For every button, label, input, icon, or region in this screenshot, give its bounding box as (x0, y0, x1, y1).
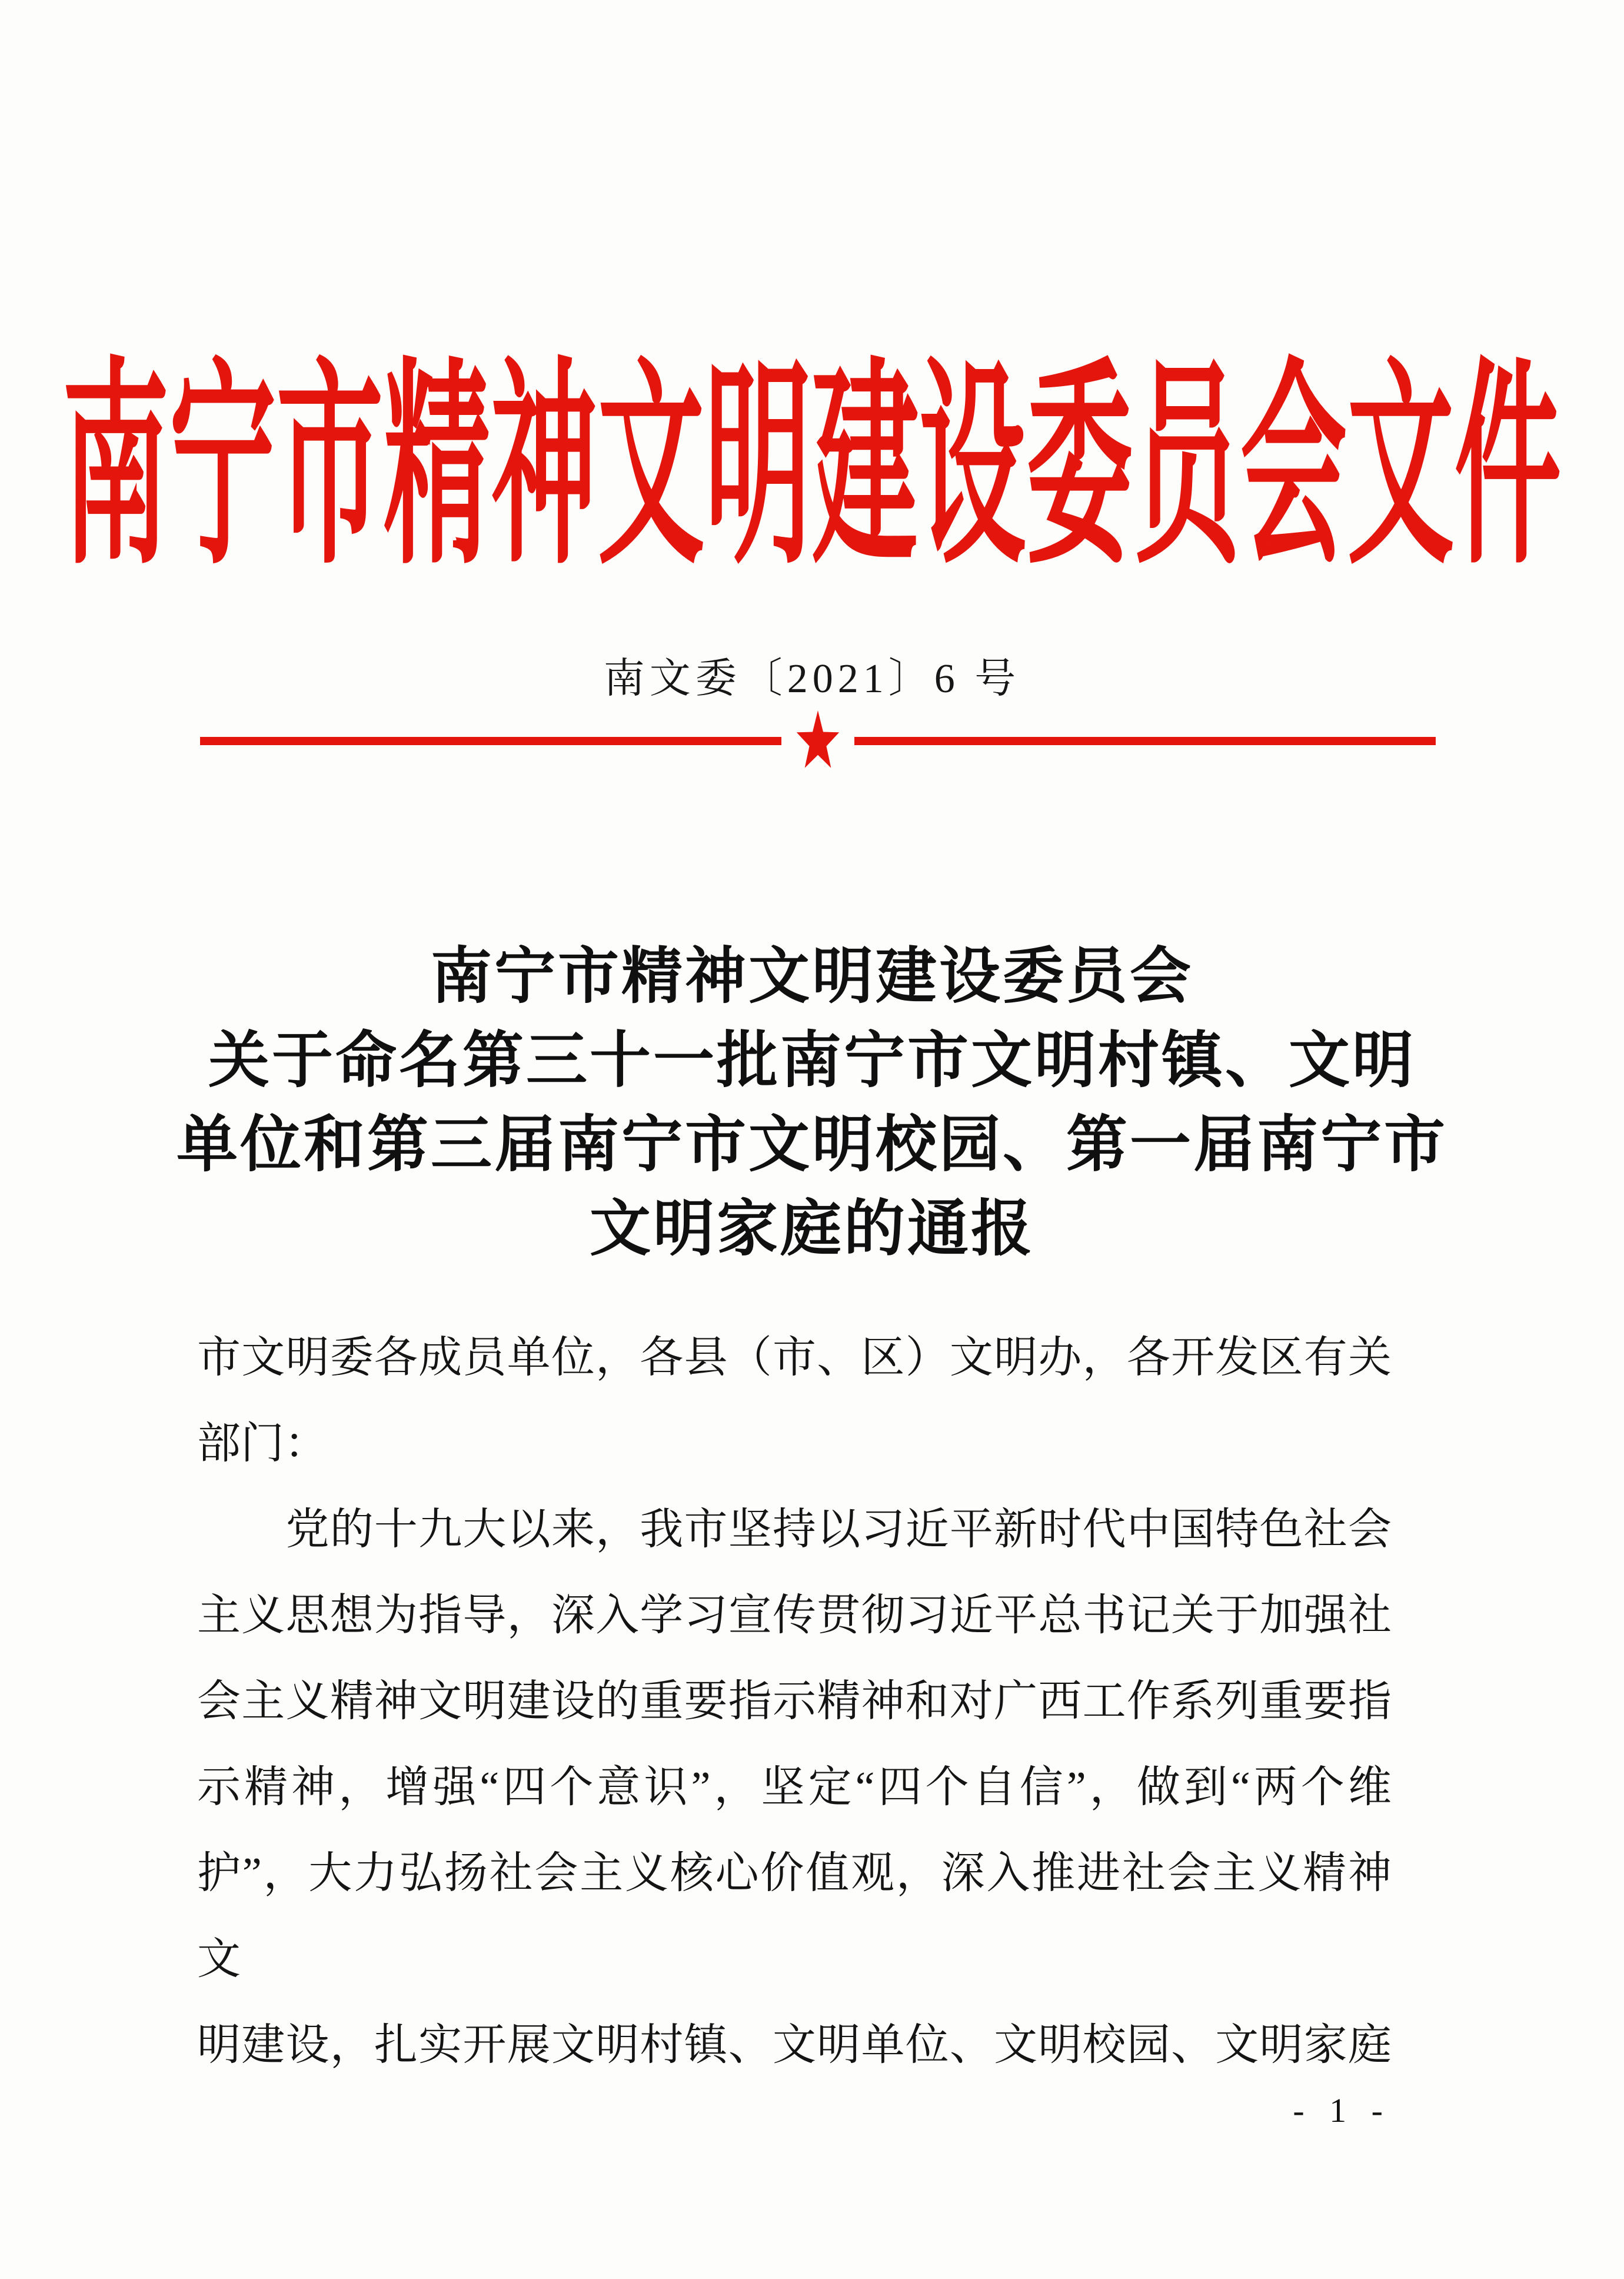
document-number: 南文委〔2021〕6 号 (603, 656, 1021, 702)
body-line-3: 党的十九大以来，我市坚持以习近平新时代中国特色社会 (197, 1506, 1392, 1554)
body-line-2: 部门： (197, 1420, 328, 1468)
divider-line-right (854, 737, 1436, 745)
title-line-1: 南宁市精神文明建设委员会 (430, 943, 1193, 1011)
body-line-7: 护”，大力弘扬社会主义核心价值观，深入推进社会主义精神文 (197, 1849, 1392, 1984)
title-line-4: 文明家庭的通报 (589, 1195, 1034, 1263)
star-icon (796, 710, 840, 774)
body-line-1: 市文明委各成员单位，各县（市、区）文明办，各开发区有关 (197, 1334, 1392, 1382)
body-line-8: 明建设，扎实开展文明村镇、文明单位、文明校园、文明家庭 (197, 2021, 1392, 2069)
body-line-6: 示精神，增强“四个意识”，坚定“四个自信”，做到“两个维 (197, 1763, 1392, 1812)
body-line-5: 会主义精神文明建设的重要指示精神和对广西工作系列重要指 (197, 1677, 1392, 1726)
letterhead-title: 南宁市精神文明建设委员会文件 (62, 348, 1562, 591)
divider-line-left (200, 737, 781, 745)
body-line-4: 主义思想为指导，深入学习宣传贯彻习近平总书记关于加强社 (197, 1592, 1392, 1640)
document-body (197, 1315, 1392, 2088)
title-line-3: 单位和第三届南宁市文明校园、第一届南宁市 (176, 1111, 1447, 1179)
title-line-2: 关于命名第三十一批南宁市文明村镇、文明 (208, 1027, 1416, 1095)
header-divider (200, 709, 1436, 777)
document-title (76, 935, 1548, 1271)
page-number: - 1 - (1293, 2091, 1391, 2129)
